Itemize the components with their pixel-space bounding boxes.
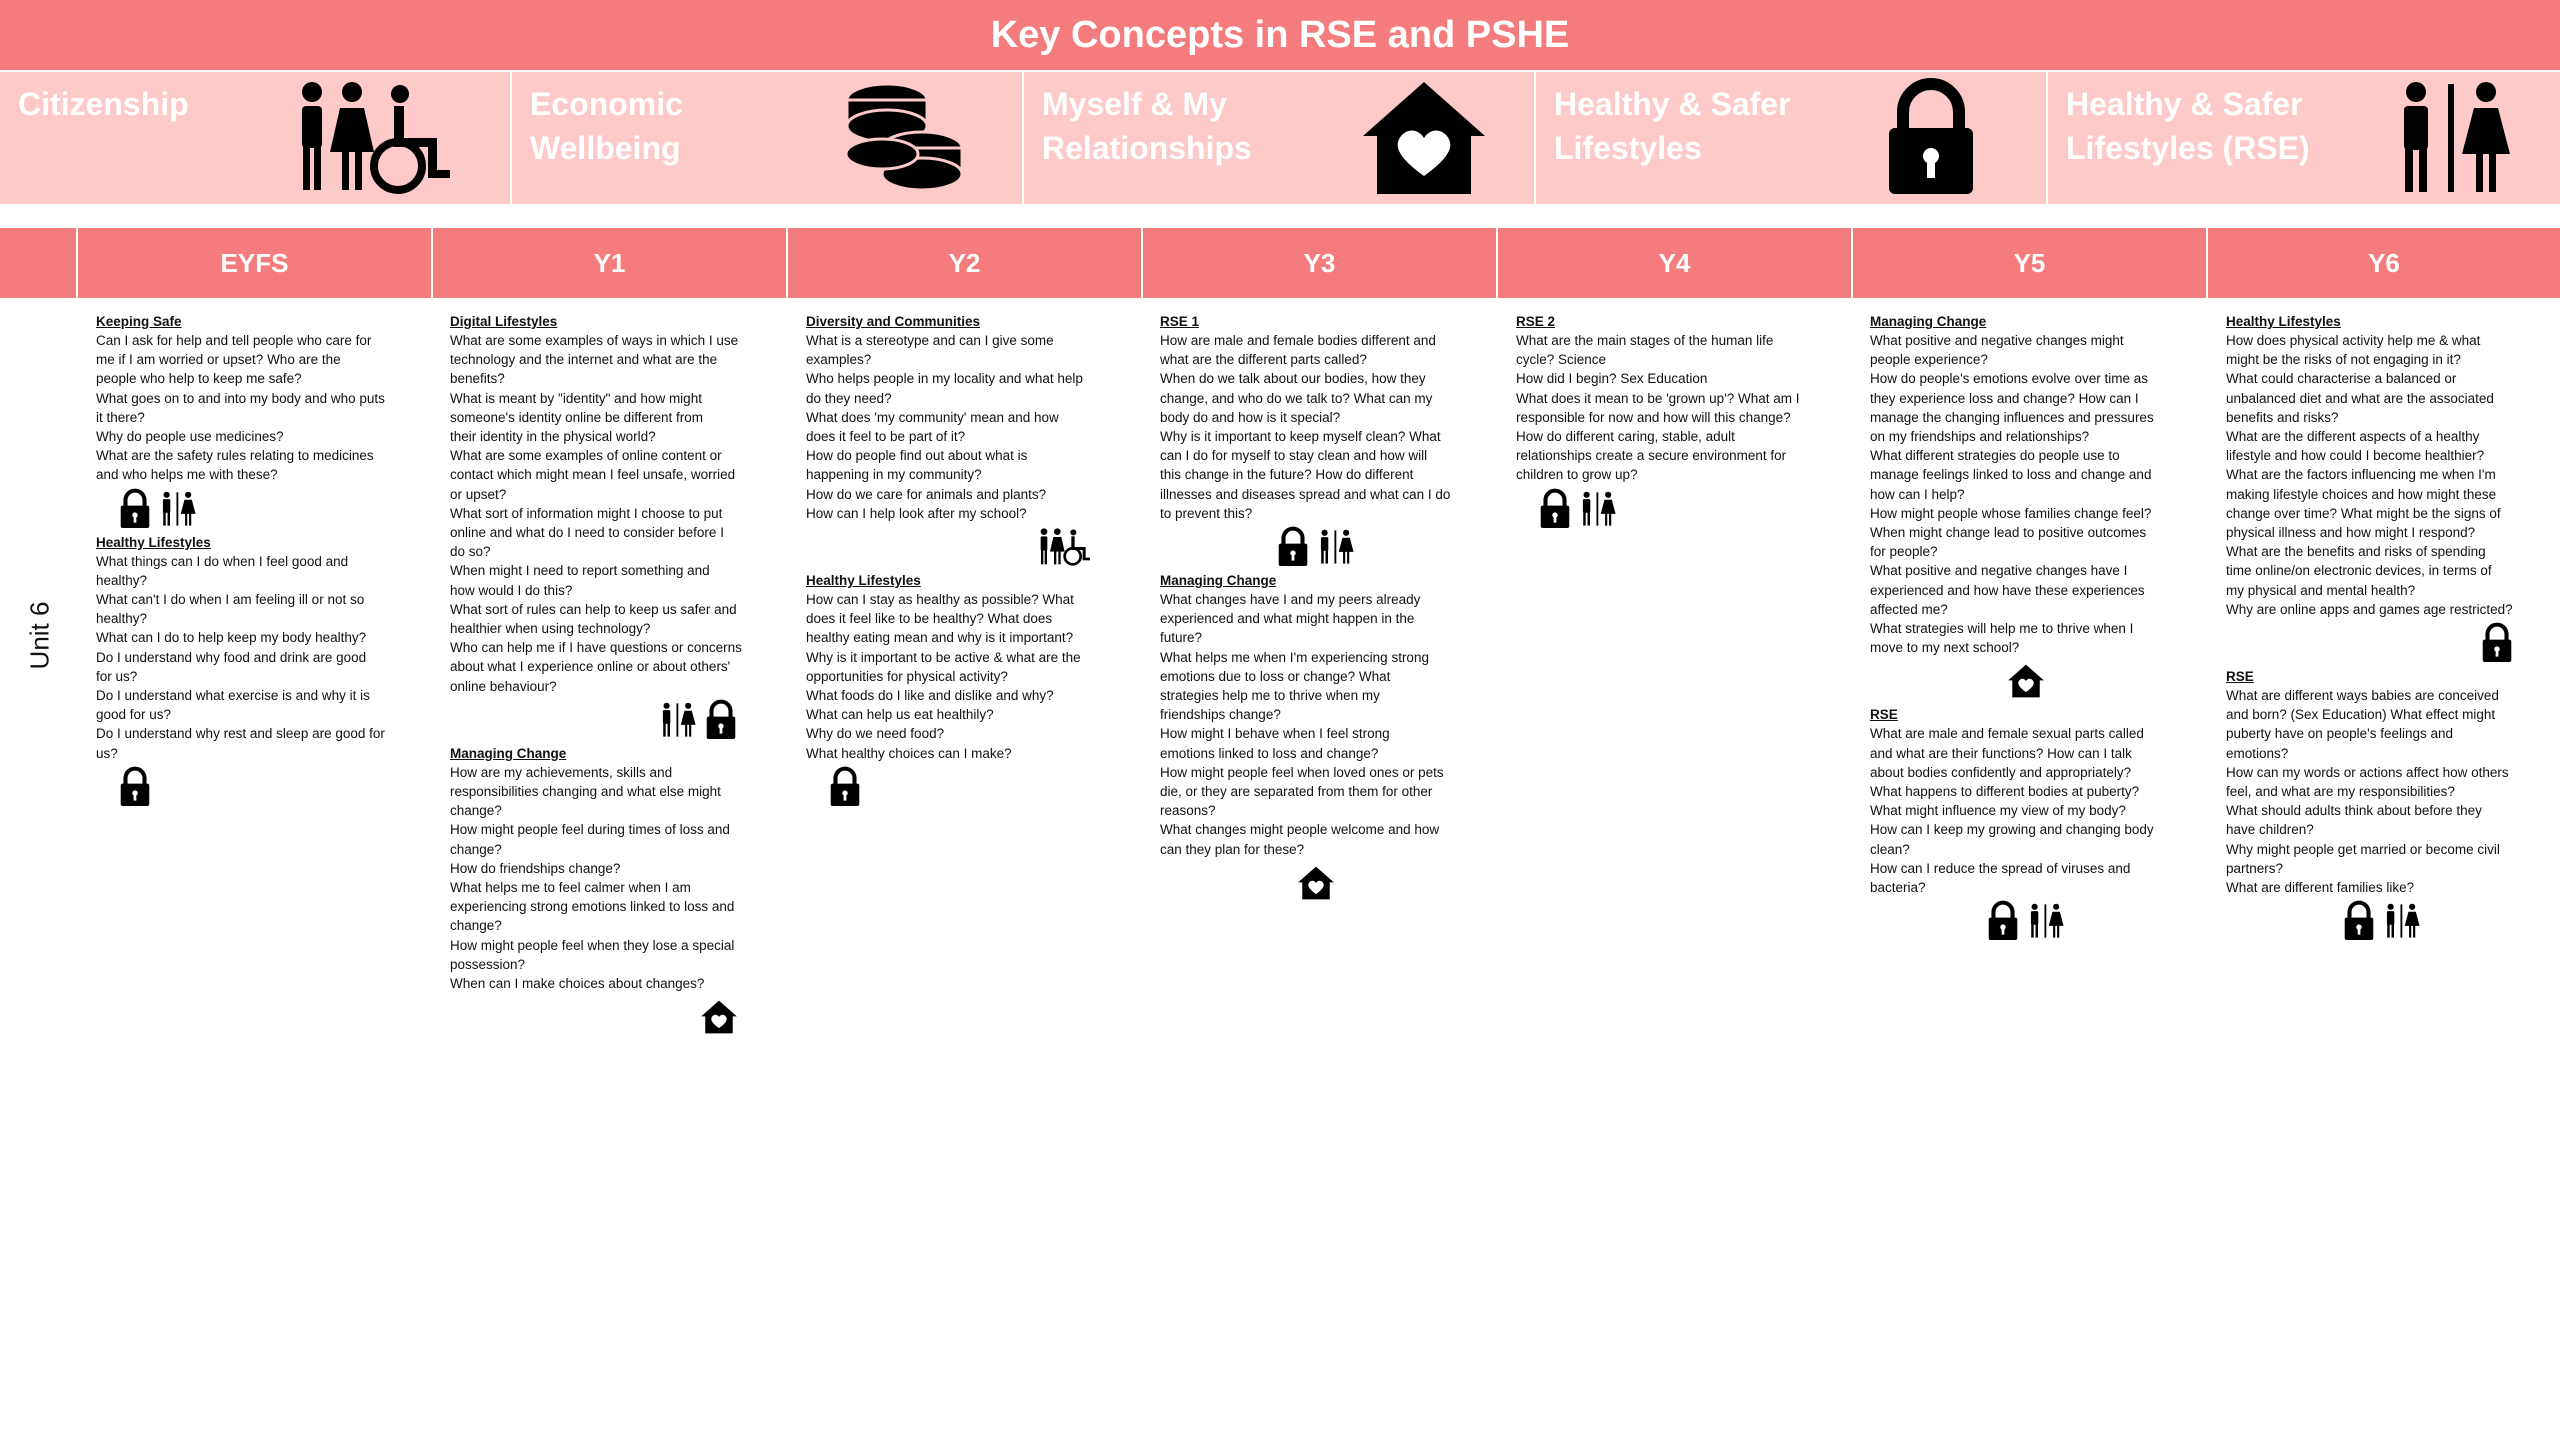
topic-section <box>1516 312 1828 533</box>
question-line: What is meant by "identity" and how might <box>450 390 702 406</box>
question-line: illnesses and diseases spread and what can I do <box>1160 486 1451 502</box>
theme-icons <box>806 523 1118 571</box>
year-header-y5: Y5 <box>1853 228 2206 298</box>
question-line: clean? <box>1870 841 1910 857</box>
section-title: Healthy Lifestyles <box>2226 314 2341 329</box>
question-line: their identity in the physical world? <box>450 429 656 445</box>
year-header-spacer <box>0 228 76 298</box>
question-line: Who helps people in my locality and what help <box>806 371 1083 387</box>
question-line: feel, and what are my responsibilities? <box>2226 784 2455 800</box>
question-line: What are some examples of online content or <box>450 448 722 464</box>
question-line: Do I understand why rest and sleep are good for <box>96 726 385 742</box>
question-line: What are different ways babies are conceived <box>2226 688 2499 704</box>
question-line: healthier when using technology? <box>450 621 651 637</box>
question-line: us? <box>96 745 118 761</box>
question-line: and born? (Sex Education) What effect might <box>2226 707 2496 723</box>
question-line: Can I ask for help and tell people who care for <box>96 333 372 348</box>
padlock-icon <box>1881 78 1981 198</box>
question-line: experienced and how have these experiences <box>1870 582 2145 598</box>
section-title: RSE 1 <box>1160 314 1200 329</box>
question-line: how would I do this? <box>450 582 573 598</box>
section-title: RSE <box>2226 669 2254 685</box>
page-title: Key Concepts in RSE and PSHE <box>0 0 2560 70</box>
question-line: can they plan for these? <box>1160 841 1305 857</box>
topic-section <box>806 312 1118 571</box>
topic-section <box>450 744 762 1041</box>
question-line: Do I understand what exercise is and why it is <box>96 688 370 704</box>
question-line: change, and who do we talk to? What can my <box>1160 390 1433 406</box>
theme-label: Myself & My Relationships <box>1042 86 1252 166</box>
section-title: Keeping Safe <box>96 314 182 329</box>
question-line: and what are their functions? How can I talk <box>1870 745 2132 761</box>
question-line: What different strategies do people use to <box>1870 448 2120 464</box>
theme-healthy-safer <box>1536 72 2046 204</box>
question-line: What goes on to and into my body and who puts <box>96 390 385 406</box>
question-line: healthy eating mean and why is it important? <box>806 630 1074 646</box>
question-line: What is a stereotype and can I give some <box>806 333 1054 348</box>
question-line: How might people feel during times of loss and <box>450 822 730 838</box>
question-line: When might change lead to positive outcomes <box>1870 525 2147 541</box>
year-header-eyfs: EYFS <box>78 228 431 298</box>
question-line: How did I begin? Sex Education <box>1516 371 1708 387</box>
question-line: How can I keep my growing and changing body <box>1870 822 2154 838</box>
man-woman-icon <box>1316 525 1356 569</box>
question-line: what are the different parts called? <box>1160 352 1367 368</box>
topic-section <box>2226 312 2538 667</box>
question-line: partners? <box>2226 860 2284 876</box>
question-line: How might people feel when they lose a special <box>450 937 735 953</box>
question-line: What healthy choices can I make? <box>806 745 1012 761</box>
question-line: or upset? <box>450 486 507 502</box>
question-line: unbalanced diet and what are the associated <box>2226 390 2494 406</box>
theme-icons <box>1516 485 1828 533</box>
house-heart-icon <box>700 999 738 1035</box>
question-line: What could characterise a balanced or <box>2226 371 2457 387</box>
question-line: examples? <box>806 352 872 368</box>
question-line: experienced and what might happen in the <box>1160 611 1415 627</box>
question-line: people who help to keep me safe? <box>96 371 302 387</box>
question-line: Why are online apps and games age restricted? <box>2226 601 2513 617</box>
question-line: online and what do I need to consider before I <box>450 525 724 541</box>
question-line: What does it mean to be 'grown up'? What am I <box>1516 390 1800 406</box>
question-line: contact which might mean I feel unsafe, worried <box>450 467 736 483</box>
padlock-icon <box>828 766 862 808</box>
question-line: What might influence my view of my body? <box>1870 803 2126 819</box>
question-line: How are my achievements, skills and <box>450 764 673 780</box>
year-column <box>1870 312 2182 945</box>
question-line: physical illness and how might I respond? <box>2226 525 2476 541</box>
theme-icons <box>1870 897 2182 945</box>
question-line: Why might people get married or become civil <box>2226 841 2500 857</box>
theme-icons <box>96 485 408 533</box>
theme-myself-relationships <box>1024 72 1534 204</box>
question-line: about bodies confidently and appropriately? <box>1870 764 2132 780</box>
question-line: move to my next school? <box>1870 640 2020 656</box>
question-line: What are different families like? <box>2226 880 2415 896</box>
topic-section <box>2226 667 2538 945</box>
question-line: When can I make choices about changes? <box>450 976 705 992</box>
house-heart-icon <box>2007 663 2045 699</box>
question-line: can I do for myself to stay clean and how will <box>1160 448 1428 464</box>
topic-section <box>96 533 408 811</box>
question-line: benefits and risks? <box>2226 409 2339 425</box>
question-line: healthy? <box>96 611 148 627</box>
question-line: What changes might people welcome and how <box>1160 822 1440 838</box>
question-line: might be the risks of not engaging in it? <box>2226 352 2461 368</box>
topic-section <box>1870 705 2182 945</box>
coins-icon <box>842 78 972 198</box>
question-line: time online/on electronic devices, in terms of <box>2226 563 2492 579</box>
question-line: it there? <box>96 409 145 425</box>
question-line: What should adults think about before they <box>2226 803 2482 819</box>
theme-label: Economic Wellbeing <box>530 86 683 166</box>
man-woman-icon <box>1578 487 1618 531</box>
question-line: What sort of rules can help to keep us safer and <box>450 601 737 617</box>
question-line: about what I experience online or about others' <box>450 659 731 675</box>
question-line: What happens to different bodies at puberty? <box>1870 784 2140 800</box>
question-line: What helps me to feel calmer when I am <box>450 880 691 896</box>
question-line: strategies help me to thrive when my <box>1160 688 1380 704</box>
question-line: future? <box>1160 630 1203 646</box>
section-title: Healthy Lifestyles <box>96 534 211 550</box>
question-line: What changes have I and my peers already <box>1160 592 1421 608</box>
section-title: Diversity and Communities <box>806 314 981 329</box>
question-line: possession? <box>450 956 526 972</box>
question-line: body do and how is it special? <box>1160 409 1341 425</box>
question-line: What positive and negative changes have I <box>1870 563 2128 579</box>
section-title: Healthy Lifestyles <box>806 573 921 589</box>
question-line: How do friendships change? <box>450 860 621 876</box>
theme-label: Healthy & Safer Lifestyles <box>1554 86 1791 166</box>
question-line: happening in my community? <box>806 467 982 483</box>
people-wheelchair-icon <box>290 78 460 198</box>
question-line: manage the changing influences and pressures <box>1870 409 2154 425</box>
year-column <box>1160 312 1472 907</box>
question-line: Who can help me if I have questions or concerns <box>450 640 742 656</box>
question-line: friendships change? <box>1160 707 1281 723</box>
padlock-icon <box>2480 622 2514 664</box>
question-line: for us? <box>96 668 138 684</box>
unit-label <box>0 590 80 680</box>
year-column <box>1516 312 1828 533</box>
man-woman-icon <box>2388 78 2518 198</box>
question-line: reasons? <box>1160 803 1216 819</box>
theme-citizenship <box>0 72 510 204</box>
question-line: lifestyle and how could I become healthier? <box>2226 448 2485 464</box>
question-line: What foods do I like and dislike and why? <box>806 688 1054 704</box>
question-line: me if I am worried or upset? Who are the <box>96 352 341 368</box>
question-line: emotions linked to loss and change? <box>1160 745 1379 761</box>
question-line: does it feel like to be healthy? What does <box>806 611 1053 627</box>
question-line: What are male and female sexual parts called <box>1870 726 2144 742</box>
question-line: What can help us eat healthily? <box>806 707 994 723</box>
question-line: manage feelings linked to loss and change and <box>1870 467 2152 483</box>
question-line: Do I understand why food and drink are good <box>96 649 367 665</box>
question-line: How can my words or actions affect how others <box>2226 764 2509 780</box>
topic-section <box>806 571 1118 811</box>
question-line: benefits? <box>450 371 505 387</box>
question-line: to prevent this? <box>1160 505 1253 521</box>
question-line: change? <box>450 803 502 819</box>
theme-icons <box>806 763 1118 811</box>
question-line: this change in the future? How do different <box>1160 467 1414 483</box>
question-line: they experience loss and change? How can I <box>1870 390 2139 406</box>
padlock-icon <box>1986 900 2020 942</box>
section-title: Managing Change <box>450 745 567 761</box>
question-line: do so? <box>450 544 491 560</box>
question-line: How can I reduce the spread of viruses and <box>1870 860 2131 876</box>
question-line: Why do people use medicines? <box>96 429 284 445</box>
theme-icons <box>96 763 408 811</box>
question-line: making lifestyle choices and how might these <box>2226 486 2497 502</box>
theme-icons <box>1160 859 1472 907</box>
year-column <box>96 312 408 811</box>
question-line: What strategies will help me to thrive when I <box>1870 621 2134 637</box>
question-line: When do we talk about our bodies, how they <box>1160 371 1426 387</box>
question-line: How might people whose families change feel? <box>1870 505 2152 521</box>
question-line: emotions due to loss or change? What <box>1160 668 1391 684</box>
man-woman-icon <box>2382 899 2422 943</box>
question-line: healthy? <box>96 572 148 588</box>
question-line: What can't I do when I am feeling ill or not so <box>96 592 365 608</box>
question-line: someone's identity online be different from <box>450 409 703 425</box>
theme-icons <box>450 993 762 1041</box>
padlock-icon <box>1276 526 1310 568</box>
question-line: for people? <box>1870 544 1938 560</box>
question-line: How are male and female bodies different and <box>1160 333 1436 348</box>
question-line: How do people's emotions evolve over time as <box>1870 371 2148 387</box>
topic-section <box>1160 571 1472 907</box>
question-line: affected me? <box>1870 601 1948 617</box>
section-title: Digital Lifestyles <box>450 314 558 329</box>
padlock-icon <box>704 699 738 741</box>
padlock-icon <box>2342 900 2376 942</box>
topic-section <box>1160 312 1472 571</box>
padlock-icon <box>1538 488 1572 530</box>
question-line: emotions? <box>2226 745 2289 761</box>
question-line: What things can I do when I feel good and <box>96 553 349 569</box>
question-line: What are the factors influencing me when I'm <box>2226 467 2496 483</box>
year-header-y2: Y2 <box>788 228 1141 298</box>
question-line: have children? <box>2226 822 2314 838</box>
question-line: Why do we need food? <box>806 726 945 742</box>
question-line: and who helps me with these? <box>96 467 278 483</box>
question-line: do they need? <box>806 390 892 406</box>
theme-healthy-safer-rse <box>2048 72 2560 204</box>
section-title: Managing Change <box>1870 314 1987 329</box>
question-line: online behaviour? <box>450 678 557 694</box>
question-line: How does physical activity help me & what <box>2226 333 2481 348</box>
question-line: Why is it important to be active & what are the <box>806 649 1081 665</box>
year-column <box>806 312 1118 811</box>
question-line: What can I do to help keep my body healthy? <box>96 630 367 646</box>
padlock-icon <box>118 766 152 808</box>
question-line: What does 'my community' mean and how <box>806 409 1059 425</box>
year-header-y3: Y3 <box>1143 228 1496 298</box>
topic-section <box>450 312 762 744</box>
question-line: puberty have on people's feelings and <box>2226 726 2453 742</box>
question-line: How can I stay as healthy as possible? What <box>806 592 1074 608</box>
question-line: responsibilities changing and what else might <box>450 784 721 800</box>
question-line: What are the safety rules relating to medicines <box>96 448 374 464</box>
question-line: on my friendships and relationships? <box>1870 429 2090 445</box>
section-title: RSE <box>1870 707 1898 723</box>
theme-banner <box>0 72 2560 204</box>
question-line: relationships create a secure environment for <box>1516 448 1787 464</box>
question-line: how can I help? <box>1870 486 1965 502</box>
man-woman-icon <box>158 487 198 531</box>
question-line: change? <box>450 841 502 857</box>
year-column <box>2226 312 2538 945</box>
question-line: my physical and mental health? <box>2226 582 2416 598</box>
year-header-bar <box>0 228 2560 298</box>
topic-section <box>96 312 408 533</box>
question-line: How might people feel when loved ones or pets <box>1160 764 1444 780</box>
question-line: good for us? <box>96 707 172 723</box>
question-line: cycle? Science <box>1516 352 1607 368</box>
topic-section <box>1870 312 2182 705</box>
house-heart-icon <box>1297 865 1335 901</box>
theme-icons <box>1870 657 2182 705</box>
theme-label: Citizenship <box>18 86 189 122</box>
theme-economic-wellbeing <box>512 72 1022 204</box>
question-line: does it feel to be part of it? <box>806 429 966 445</box>
question-line: How do we care for animals and plants? <box>806 486 1047 502</box>
year-header-y1: Y1 <box>433 228 786 298</box>
padlock-icon <box>118 488 152 530</box>
question-line: change over time? What might be the signs of <box>2226 505 2501 521</box>
section-title: RSE 2 <box>1516 314 1556 329</box>
question-line: What positive and negative changes might <box>1870 333 2124 348</box>
year-header-y6: Y6 <box>2208 228 2560 298</box>
question-line: What sort of information might I choose to put <box>450 505 723 521</box>
question-line: change? <box>450 918 502 934</box>
question-line: What helps me when I'm experiencing strong <box>1160 649 1429 665</box>
question-line: technology and the internet and what are the <box>450 352 718 368</box>
question-line: What are the main stages of the human life <box>1516 333 1774 348</box>
year-header-y4: Y4 <box>1498 228 1851 298</box>
man-woman-icon <box>2026 899 2066 943</box>
question-line: How can I help look after my school? <box>806 505 1027 521</box>
question-line: opportunities for physical activity? <box>806 668 1008 684</box>
question-line: How might I behave when I feel strong <box>1160 726 1390 742</box>
question-line: people experience? <box>1870 352 1988 368</box>
question-line: Why is it important to keep myself clean? What <box>1160 429 1441 445</box>
question-line: bacteria? <box>1870 880 1926 896</box>
house-heart-icon <box>1359 78 1489 198</box>
theme-icons <box>450 696 762 744</box>
question-line: How do different caring, stable, adult <box>1516 429 1735 445</box>
question-line: die, or they are separated from them for other <box>1160 784 1433 800</box>
theme-icons <box>2226 619 2538 667</box>
question-line: When might I need to report something and <box>450 563 710 579</box>
theme-icons <box>2226 897 2538 945</box>
question-line: responsible for now and how will this change? <box>1516 409 1791 425</box>
theme-label: Healthy & Safer Lifestyles (RSE) <box>2066 86 2310 166</box>
unit-label-text: Unit 6 <box>24 601 55 669</box>
man-woman-icon <box>658 698 698 742</box>
year-column <box>450 312 762 1041</box>
theme-icons <box>1160 523 1472 571</box>
question-line: children to grow up? <box>1516 467 1638 483</box>
section-title: Managing Change <box>1160 573 1277 589</box>
question-line: experiencing strong emotions linked to loss and <box>450 899 735 915</box>
question-line: What are the benefits and risks of spending <box>2226 544 2486 560</box>
question-line: What are some examples of ways in which I use <box>450 333 739 348</box>
people-wheelchair-icon <box>1036 527 1094 567</box>
question-line: What are the different aspects of a healthy <box>2226 429 2480 445</box>
question-line: How do people find out about what is <box>806 448 1028 464</box>
